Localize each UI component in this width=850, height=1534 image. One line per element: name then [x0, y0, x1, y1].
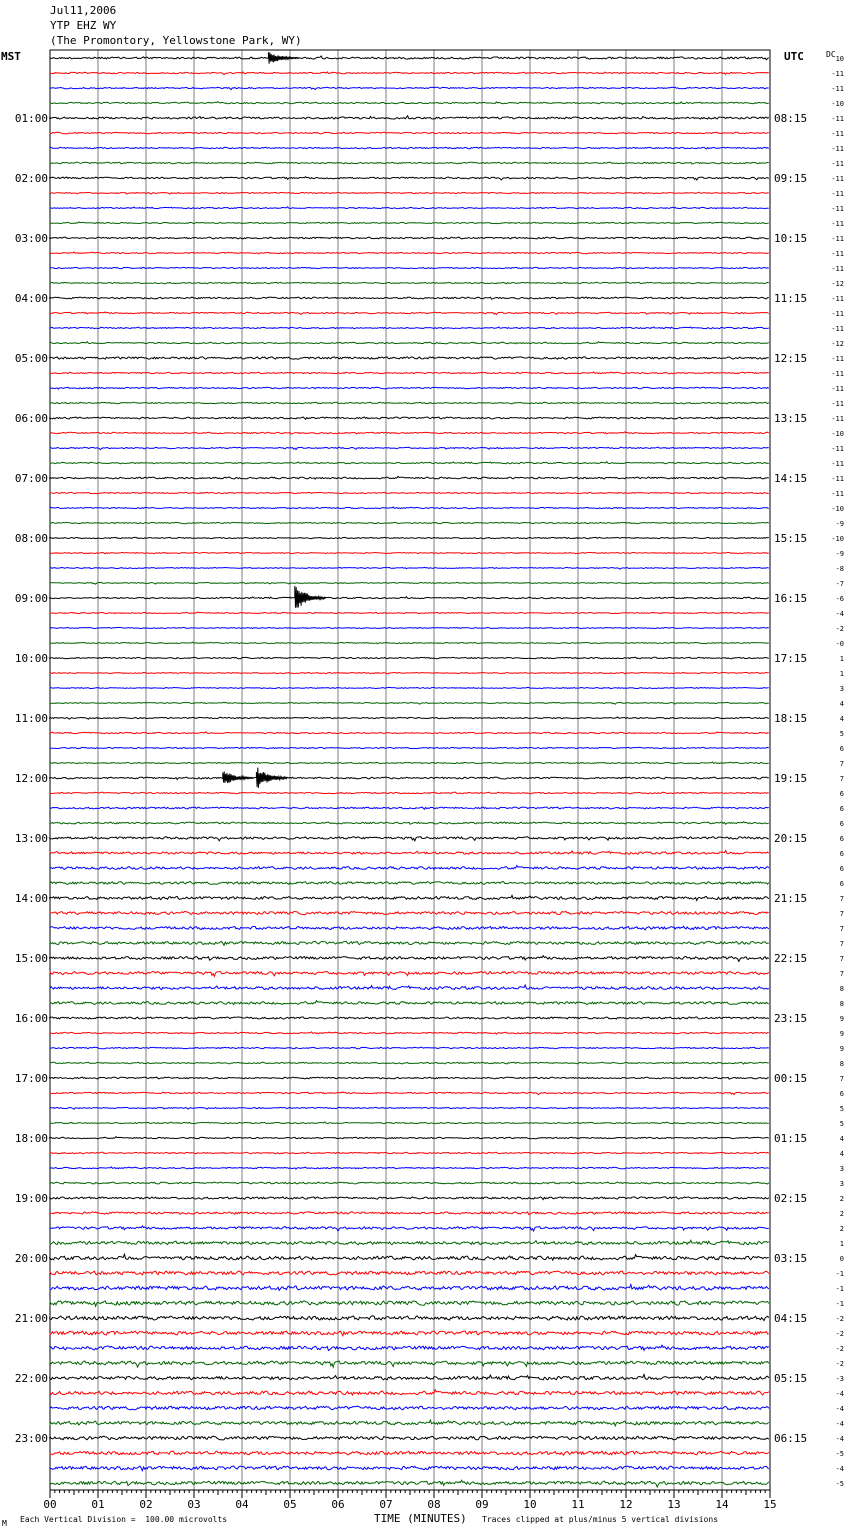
mst-hour-label: 15:00 — [14, 952, 48, 965]
trace-line — [50, 882, 769, 885]
trace-line — [50, 837, 769, 841]
dc-offset-label: -11 — [831, 130, 844, 138]
dc-offset-label: 6 — [839, 745, 844, 753]
utc-hour-label: 00:15 — [774, 1072, 808, 1085]
trace-line — [50, 177, 769, 180]
trace-line — [50, 747, 769, 748]
trace-line — [50, 462, 769, 464]
mst-hour-label: 10:00 — [14, 652, 48, 665]
trace-line — [50, 672, 769, 673]
trace-line — [50, 1254, 769, 1260]
trace-line — [50, 941, 769, 945]
dc-offset-label: 2 — [839, 1210, 844, 1218]
trace-line — [50, 1122, 769, 1124]
dc-offset-label: 3 — [839, 685, 844, 693]
utc-hour-label: 22:15 — [774, 952, 808, 965]
dc-offset-label: -10 — [831, 430, 844, 438]
dc-offset-label: -11 — [831, 235, 844, 243]
dc-offset-label: 0 — [839, 1255, 844, 1263]
trace-line — [50, 387, 769, 389]
x-tick-label: 09 — [475, 1498, 489, 1511]
trace-line — [50, 866, 769, 870]
dc-offset-label: -7 — [835, 580, 844, 588]
trace-line — [50, 807, 769, 809]
mst-hour-label: 18:00 — [14, 1132, 48, 1145]
mst-hour-label: 01:00 — [14, 112, 48, 125]
x-tick-label: 12 — [619, 1498, 633, 1511]
mst-hour-label: 06:00 — [14, 412, 48, 425]
trace-line — [50, 1047, 769, 1049]
dc-offset-label: 2 — [839, 1225, 844, 1233]
dc-offset-label: 6 — [839, 820, 844, 828]
trace-line — [50, 1480, 769, 1487]
utc-hour-label: 17:15 — [774, 652, 808, 665]
trace-line — [50, 895, 769, 900]
trace-line — [50, 971, 769, 976]
mst-hour-label: 11:00 — [14, 712, 48, 725]
dc-offset-label: -0 — [835, 640, 844, 648]
trace-line — [50, 1152, 769, 1154]
x-tick-label: 05 — [283, 1498, 297, 1511]
trace-line — [50, 1331, 769, 1336]
dc-offset-label: 6 — [839, 850, 844, 858]
dc-offset-label: 6 — [839, 790, 844, 798]
trace-line — [50, 1092, 769, 1095]
trace-line — [50, 851, 769, 855]
dc-offset-label: -11 — [831, 355, 844, 363]
dc-offset-label: -1 — [835, 1285, 844, 1293]
chart-date: Jul11,2006 — [50, 4, 117, 17]
x-tick-label: 10 — [523, 1498, 537, 1511]
trace-line — [50, 717, 769, 719]
trace-line — [50, 1466, 769, 1471]
dc-offset-label: -4 — [835, 1420, 844, 1428]
x-tick-label: 14 — [715, 1498, 729, 1511]
dc-offset-label: -4 — [835, 1465, 844, 1473]
x-tick-label: 11 — [571, 1498, 585, 1511]
dc-offset-label: -9 — [835, 550, 844, 558]
dc-offset-label: -11 — [831, 190, 844, 198]
trace-line — [50, 267, 769, 268]
trace-line — [50, 237, 769, 239]
trace-line — [50, 1420, 769, 1426]
dc-offset-label: -2 — [835, 1315, 844, 1323]
dc-offset-label: -11 — [831, 490, 844, 498]
trace-line — [50, 1107, 769, 1109]
utc-hour-label: 15:15 — [774, 532, 808, 545]
dc-offset-label: 3 — [839, 1180, 844, 1188]
trace-line — [50, 327, 769, 329]
dc-offset-label: -11 — [831, 145, 844, 153]
utc-hour-label: 04:15 — [774, 1312, 808, 1325]
trace-line — [50, 627, 769, 628]
trace-line — [50, 537, 769, 539]
dc-offset-label: -6 — [835, 595, 844, 603]
trace-line — [50, 687, 769, 688]
seismic-event — [256, 768, 287, 788]
trace-line — [50, 102, 769, 105]
dc-offset-label: 2 — [839, 1195, 844, 1203]
trace-line — [50, 417, 769, 419]
mst-hour-label: 19:00 — [14, 1192, 48, 1205]
clip-note: Traces clipped at plus/minus 5 vertical divisions — [482, 1515, 719, 1524]
dc-offset-label: 7 — [839, 940, 844, 948]
trace-line — [50, 1271, 769, 1275]
seismic-event — [295, 586, 326, 608]
utc-hour-label: 23:15 — [774, 1012, 808, 1025]
x-tick-label: 07 — [379, 1498, 393, 1511]
dc-offset-label: -11 — [831, 85, 844, 93]
mst-hour-label: 23:00 — [14, 1432, 48, 1445]
utc-hour-label: 05:15 — [774, 1372, 808, 1385]
seismic-event — [268, 52, 299, 64]
mst-hour-label: 22:00 — [14, 1372, 48, 1385]
x-tick-label: 06 — [331, 1498, 345, 1511]
dc-offset-label: 6 — [839, 835, 844, 843]
dc-offset-label: -12 — [831, 340, 844, 348]
dc-offset-label: 1 — [839, 670, 844, 678]
dc-offset-label: -4 — [835, 1405, 844, 1413]
trace-line — [50, 1226, 769, 1231]
dc-offset-label: -2 — [835, 1330, 844, 1338]
dc-offset-label: -5 — [835, 1450, 844, 1458]
station-location: (The Promontory, Yellowstone Park, WY) — [50, 34, 302, 47]
dc-offset-label: -11 — [831, 115, 844, 123]
trace-line — [50, 56, 769, 60]
mst-hour-label: 08:00 — [14, 532, 48, 545]
trace-line — [50, 1406, 769, 1410]
trace-line — [50, 312, 769, 315]
x-tick-label: 08 — [427, 1498, 441, 1511]
trace-line — [50, 492, 769, 493]
dc-offset-label: -11 — [831, 385, 844, 393]
dc-offset-label: -11 — [831, 415, 844, 423]
dc-offset-label: -4 — [835, 1435, 844, 1443]
utc-hour-label: 18:15 — [774, 712, 808, 725]
trace-line — [50, 642, 769, 644]
dc-offset-label: 7 — [839, 775, 844, 783]
trace-line — [50, 1285, 769, 1291]
trace-line — [50, 207, 769, 209]
station-code: YTP EHZ WY — [50, 19, 117, 32]
dc-offset-label: 1 — [839, 1240, 844, 1248]
trace-line — [50, 1240, 769, 1244]
mst-hour-label: 12:00 — [14, 772, 48, 785]
dc-offset-label: 4 — [839, 1135, 844, 1143]
utc-hour-label: 16:15 — [774, 592, 808, 605]
trace-line — [50, 522, 769, 523]
trace-line — [50, 597, 769, 599]
utc-hour-label: 10:15 — [774, 232, 808, 245]
trace-line — [50, 1361, 769, 1367]
x-tick-label: 15 — [763, 1498, 777, 1511]
utc-hour-label: 03:15 — [774, 1252, 808, 1265]
dc-offset-label: -11 — [831, 310, 844, 318]
trace-line — [50, 1316, 769, 1321]
dc-offset-label: -11 — [831, 220, 844, 228]
trace-line — [50, 87, 769, 89]
dc-offset-label: -2 — [835, 1345, 844, 1353]
dc-offset-label: -3 — [835, 1375, 844, 1383]
x-tick-label: 01 — [91, 1498, 105, 1511]
trace-line — [50, 762, 769, 764]
corner-mark: M — [2, 1519, 7, 1528]
mst-hour-label: 02:00 — [14, 172, 48, 185]
dc-offset-label: 8 — [839, 985, 844, 993]
trace-line — [50, 222, 769, 224]
dc-offset-label: -12 — [831, 280, 844, 288]
utc-hour-label: 19:15 — [774, 772, 808, 785]
dc-offset-label: 7 — [839, 895, 844, 903]
x-tick-label: 00 — [43, 1498, 57, 1511]
trace-line — [50, 1001, 769, 1005]
dc-offset-label: 10 — [835, 55, 844, 63]
dc-offset-label: 7 — [839, 760, 844, 768]
mst-hour-label: 21:00 — [14, 1312, 48, 1325]
trace-line — [50, 567, 769, 569]
trace-line — [50, 1345, 769, 1350]
trace-line — [50, 372, 769, 374]
trace-line — [50, 447, 769, 449]
trace-line — [50, 732, 769, 734]
right-timezone-label: UTC — [784, 50, 804, 63]
dc-offset-label: -2 — [835, 1360, 844, 1368]
dc-offset-label: -11 — [831, 295, 844, 303]
dc-offset-label: 7 — [839, 1075, 844, 1083]
mst-hour-label: 04:00 — [14, 292, 48, 305]
trace-line — [50, 1062, 769, 1064]
trace-line — [50, 1137, 769, 1139]
dc-offset-label: -11 — [831, 460, 844, 468]
trace-line — [50, 192, 769, 194]
utc-hour-label: 11:15 — [774, 292, 808, 305]
dc-offset-label: 9 — [839, 1045, 844, 1053]
dc-offset-label: 1 — [839, 655, 844, 663]
dc-offset-label: -9 — [835, 520, 844, 528]
trace-line — [50, 1182, 769, 1184]
dc-offset-label: -8 — [835, 565, 844, 573]
dc-offset-label: -10 — [831, 100, 844, 108]
mst-hour-label: 07:00 — [14, 472, 48, 485]
dc-column-label: DC — [826, 50, 836, 59]
dc-offset-label: -1 — [835, 1270, 844, 1278]
x-tick-label: 03 — [187, 1498, 201, 1511]
trace-line — [50, 657, 769, 658]
trace-line — [50, 702, 769, 704]
x-tick-label: 02 — [139, 1498, 153, 1511]
trace-line — [50, 792, 769, 793]
dc-offset-label: -11 — [831, 325, 844, 333]
trace-line — [50, 1077, 769, 1079]
utc-hour-label: 01:15 — [774, 1132, 808, 1145]
trace-line — [50, 1197, 769, 1200]
trace-line — [50, 432, 769, 434]
utc-hour-label: 14:15 — [774, 472, 808, 485]
trace-line — [50, 926, 769, 930]
dc-offset-label: 9 — [839, 1030, 844, 1038]
dc-offset-label: 9 — [839, 1015, 844, 1023]
utc-hour-label: 06:15 — [774, 1432, 808, 1445]
trace-line — [50, 282, 769, 284]
dc-offset-label: 5 — [839, 730, 844, 738]
trace-line — [50, 1032, 769, 1034]
trace-line — [50, 956, 769, 962]
trace-line — [50, 1390, 769, 1395]
scale-note: Each Vertical Division = 100.00 microvolts — [20, 1515, 228, 1524]
trace-line — [50, 252, 769, 254]
mst-hour-label: 05:00 — [14, 352, 48, 365]
dc-offset-label: 6 — [839, 880, 844, 888]
trace-line — [50, 552, 769, 553]
x-tick-label: 13 — [667, 1498, 681, 1511]
dc-offset-label: 7 — [839, 925, 844, 933]
trace-line — [50, 342, 769, 344]
trace-line — [50, 1436, 769, 1440]
dc-offset-label: 7 — [839, 955, 844, 963]
dc-offset-label: -4 — [835, 610, 844, 618]
mst-hour-label: 17:00 — [14, 1072, 48, 1085]
mst-hour-label: 13:00 — [14, 832, 48, 845]
trace-line — [50, 1375, 769, 1380]
trace-line — [50, 402, 769, 404]
trace-line — [50, 1017, 769, 1019]
dc-offset-label: -11 — [831, 70, 844, 78]
trace-line — [50, 582, 769, 584]
trace-line — [50, 612, 769, 614]
trace-line — [50, 162, 769, 164]
trace-line — [50, 72, 769, 75]
trace-line — [50, 985, 769, 990]
trace-line — [50, 297, 769, 299]
mst-hour-label: 16:00 — [14, 1012, 48, 1025]
utc-hour-label: 20:15 — [774, 832, 808, 845]
x-axis-title: TIME (MINUTES) — [374, 1512, 467, 1525]
trace-line — [50, 1301, 769, 1306]
dc-offset-label: -11 — [831, 250, 844, 258]
dc-offset-label: -11 — [831, 445, 844, 453]
dc-offset-label: -11 — [831, 370, 844, 378]
dc-offset-label: 6 — [839, 865, 844, 873]
utc-hour-label: 09:15 — [774, 172, 808, 185]
dc-offset-label: -11 — [831, 400, 844, 408]
dc-offset-label: -11 — [831, 205, 844, 213]
dc-offset-label: -11 — [831, 175, 844, 183]
trace-line — [50, 147, 769, 149]
dc-offset-label: 7 — [839, 970, 844, 978]
trace-line — [50, 357, 769, 359]
left-timezone-label: MST — [1, 50, 21, 63]
dc-offset-label: 5 — [839, 1105, 844, 1113]
x-tick-label: 04 — [235, 1498, 249, 1511]
dc-offset-label: 7 — [839, 910, 844, 918]
dc-offset-label: -4 — [835, 1390, 844, 1398]
dc-offset-label: -1 — [835, 1300, 844, 1308]
utc-hour-label: 13:15 — [774, 412, 808, 425]
dc-offset-label: 4 — [839, 1150, 844, 1158]
dc-offset-label: 4 — [839, 715, 844, 723]
mst-hour-label: 03:00 — [14, 232, 48, 245]
trace-line — [50, 1167, 769, 1169]
dc-offset-label: 6 — [839, 1090, 844, 1098]
trace-line — [50, 116, 769, 119]
dc-offset-label: 4 — [839, 700, 844, 708]
mst-hour-label: 14:00 — [14, 892, 48, 905]
trace-line — [50, 1212, 769, 1215]
seismic-event — [223, 772, 254, 784]
dc-offset-label: -11 — [831, 475, 844, 483]
dc-offset-label: 8 — [839, 1060, 844, 1068]
dc-offset-label: -2 — [835, 625, 844, 633]
mst-hour-label: 20:00 — [14, 1252, 48, 1265]
dc-offset-label: -11 — [831, 265, 844, 273]
trace-line — [50, 132, 769, 134]
dc-offset-label: 8 — [839, 1000, 844, 1008]
utc-hour-label: 12:15 — [774, 352, 808, 365]
trace-line — [50, 911, 769, 914]
utc-hour-label: 21:15 — [774, 892, 808, 905]
utc-hour-label: 02:15 — [774, 1192, 808, 1205]
dc-offset-label: 5 — [839, 1120, 844, 1128]
utc-hour-label: 08:15 — [774, 112, 808, 125]
trace-line — [50, 777, 769, 779]
dc-offset-label: -10 — [831, 505, 844, 513]
mst-hour-label: 09:00 — [14, 592, 48, 605]
trace-line — [50, 476, 769, 479]
trace-line — [50, 822, 769, 825]
trace-line — [50, 507, 769, 509]
dc-offset-label: -10 — [831, 535, 844, 543]
trace-line — [50, 1451, 769, 1455]
dc-offset-label: -11 — [831, 160, 844, 168]
dc-offset-label: -5 — [835, 1480, 844, 1488]
dc-offset-label: 3 — [839, 1165, 844, 1173]
dc-offset-label: 6 — [839, 805, 844, 813]
